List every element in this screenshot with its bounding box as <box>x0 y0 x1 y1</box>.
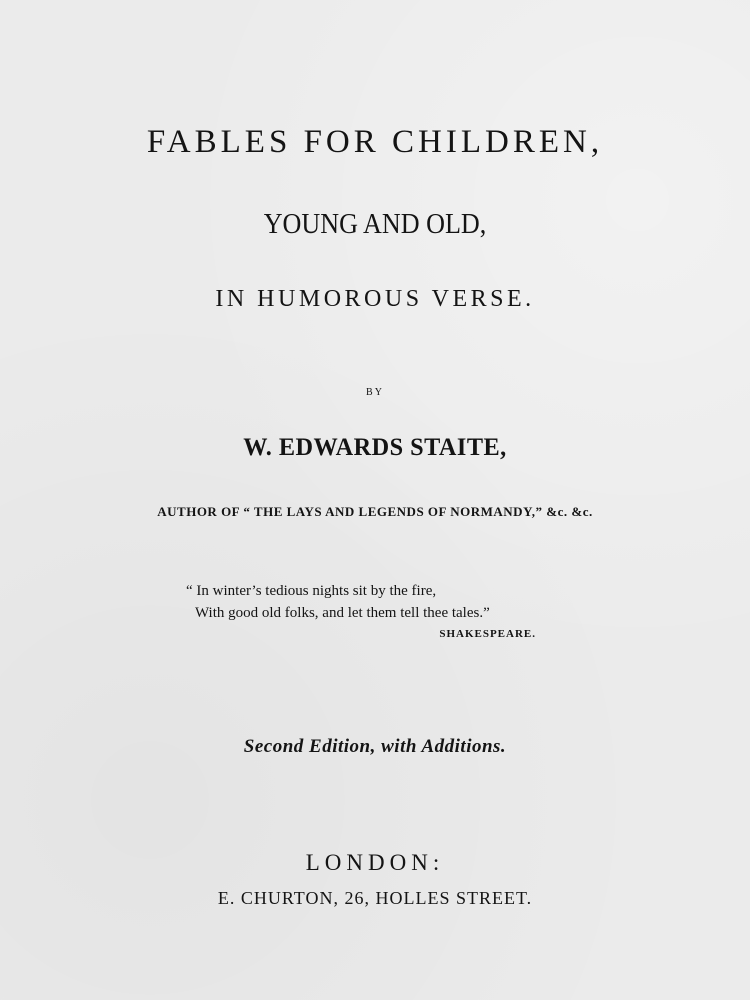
author-name: W. EDWARDS STAITE, <box>243 434 507 461</box>
epigraph-line-2: With good old folks, and let them tell thee tales.” <box>195 605 490 621</box>
epigraph-line-1: “ In winter’s tedious nights sit by the fire, <box>186 583 437 599</box>
epigraph <box>178 580 598 644</box>
imprint-city: LONDON: <box>305 850 445 875</box>
book-subtitle: YOUNG AND OLD, <box>263 208 487 240</box>
epigraph-attribution: SHAKESPEARE. <box>439 628 536 640</box>
by-line: BY <box>366 387 384 398</box>
edition-note: Second Edition, with Additions. <box>243 736 507 757</box>
book-title: FABLES FOR CHILDREN, <box>146 124 604 160</box>
book-subtitle-secondary: IN HUMOROUS VERSE. <box>215 286 535 312</box>
imprint-publisher: E. CHURTON, 26, HOLLES STREET. <box>217 888 533 908</box>
author-credit: AUTHOR OF “ THE LAYS AND LEGENDS OF NORMANDY,” &c. &c. <box>157 504 593 519</box>
